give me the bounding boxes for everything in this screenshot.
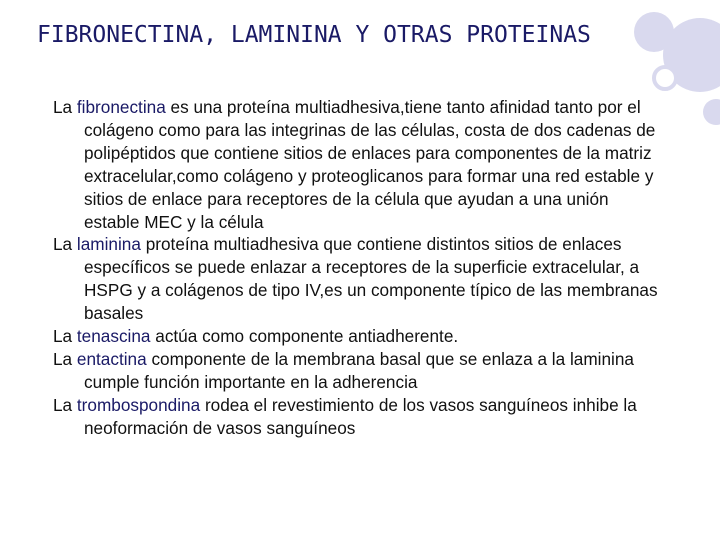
paragraph-lead: La [53, 326, 77, 347]
paragraph-text: componente de la membrana basal que se enlaza a la laminina cumple función importante en la adherencia [84, 348, 634, 392]
paragraph-text: rodea el revestimiento de los vasos sanguíneos inhibe la neoformación de vasos sanguíneos [84, 394, 637, 438]
paragraph-lead: La [53, 97, 77, 117]
paragraph-lead: La [53, 348, 77, 369]
decor-circle-small-top [634, 12, 674, 52]
paragraph-entactina [53, 348, 665, 394]
term-trombospondina: trombospondina [76, 394, 201, 415]
term-laminina: laminina [76, 234, 141, 255]
paragraph-tenascina [53, 325, 665, 348]
paragraph-lead: La [53, 234, 77, 255]
decor-circle-large-top [663, 18, 720, 92]
paragraph-lead: La [53, 394, 77, 415]
term-tenascina: tenascina [76, 326, 151, 347]
term-fibronectina: fibronectina [76, 97, 166, 117]
paragraph-fibronectina [53, 96, 665, 233]
paragraph-trombospondina [53, 394, 665, 440]
decor-circle-right [703, 99, 720, 125]
paragraph-text: es una proteína multiadhesiva,tiene tanto afinidad tanto por el colágeno como para las integrinas de las células, costa de dos cadenas de polipéptidos que contiene sitios de enlaces para componentes de la matriz extracelular,como colágeno y proteoglicanos para formar una red estable y sitios de enlace para receptores de la célula que ayudan a una unión estable MEC y la célula [84, 97, 656, 232]
paragraph-laminina [53, 233, 665, 325]
paragraph-text: proteína multiadhesiva que contiene distintos sitios de enlaces específicos se puede enlazar a receptores de la superficie extracelular, a HSPG y a colágenos de tipo IV,es un componente típico de las membranas basales [84, 234, 658, 324]
term-entactina: entactina [76, 348, 147, 369]
slide-title: FIBRONECTINA, LAMININA Y OTRAS PROTEINAS [37, 22, 591, 48]
decor-circle-mid [654, 67, 676, 89]
slide-body [53, 96, 665, 440]
paragraph-text: actúa como componente antiadherente. [150, 326, 459, 347]
